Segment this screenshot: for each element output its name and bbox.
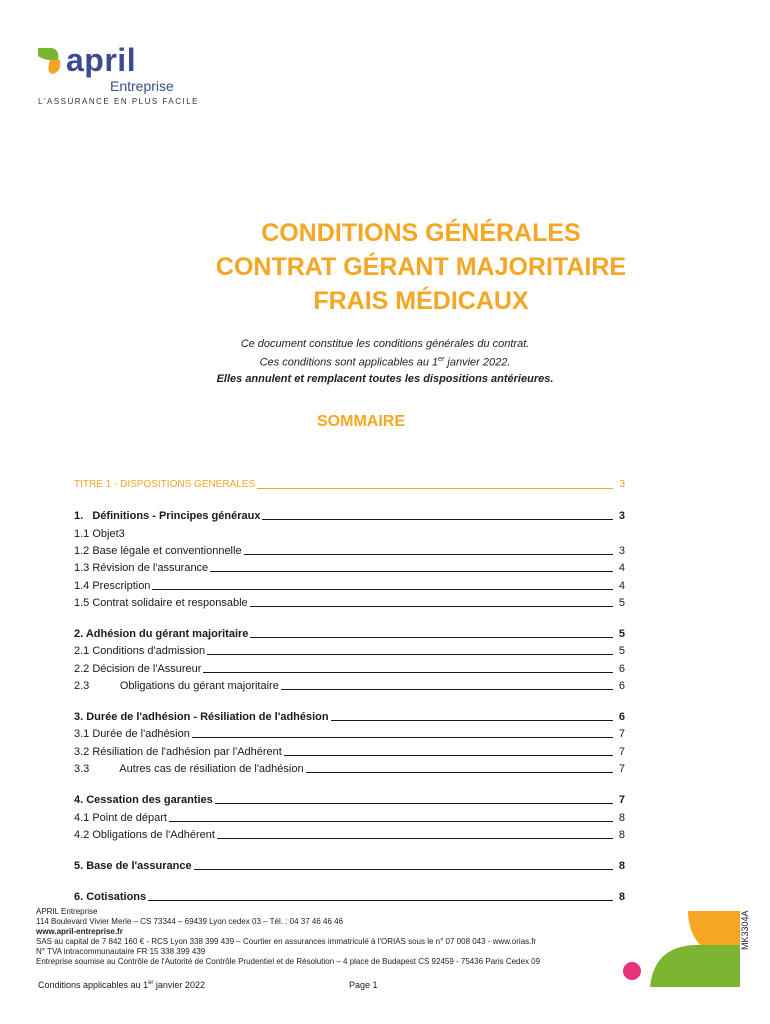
footer-control: Entreprise soumise au Contrôle de l'Autorité de Contrôle Prudentiel et de Résolution – 4 place de Budapest CS 92459 - 75436 Paris Cedex 09 (36, 957, 541, 966)
toc-label: 5. Base de l'assurance (74, 860, 192, 872)
applicable-sup: er (148, 980, 154, 986)
toc-page: 8 (618, 829, 625, 841)
applicable-after: janvier 2022 (153, 980, 205, 990)
toc-page: 6 (618, 711, 625, 723)
toc-label: 3.3 Autres cas de résiliation de l'adhésion (74, 763, 304, 775)
toc-label: 3.2 Résiliation de l'adhésion par l'Adhérent (74, 746, 282, 758)
toc-page: 3 (618, 510, 625, 522)
sommaire-heading: SOMMAIRE (317, 413, 405, 430)
document-code: MK3304A (740, 910, 750, 950)
toc-label: 1.5 Contrat solidaire et responsable (74, 597, 248, 609)
footer-address: 114 Boulevard Vivier Merle – CS 73344 – 69439 Lyon cedex 03 – Tél. : 04 37 46 46 46 (36, 917, 344, 926)
toc-page: 6 (618, 680, 625, 692)
toc-label: 1.4 Prescription (74, 580, 151, 592)
footer-tva: N° TVA intracommunautaire FR 15 338 399 439 (36, 947, 206, 956)
toc-label: 1.3 Révision de l'assurance (74, 562, 209, 574)
toc-entry-3[interactable] (74, 710, 625, 724)
toc-label: 3.1 Durée de l'adhésion (74, 728, 190, 740)
toc-label: 2. Adhésion du gérant majoritaire (74, 628, 249, 640)
decorative-green-shape (650, 945, 740, 987)
toc-entry-1-3[interactable] (74, 561, 625, 575)
toc-entry-3-2[interactable] (74, 745, 625, 759)
toc-label: 4.2 Obligations de l'Adhérent (74, 829, 215, 841)
toc-label: 4.1 Point de départ (74, 812, 167, 824)
title-line-3: FRAIS MÉDICAUX (313, 287, 529, 315)
toc-entry-2[interactable] (74, 627, 625, 641)
toc-entry-5[interactable] (74, 859, 625, 873)
decorative-shapes (620, 905, 740, 995)
intro-line-2-before: Ces conditions sont applicables au 1 (259, 356, 439, 369)
toc-page: 3 (618, 545, 625, 557)
toc-label: 4. Cessation des garanties (74, 794, 213, 806)
intro-line-3: Elles annulent et remplacent toutes les dispositions antérieures. (216, 372, 554, 385)
intro-line-2 (0, 352, 770, 371)
intro-line-2-after: janvier 2022. (444, 356, 511, 369)
toc-entry-4-2[interactable] (74, 828, 625, 842)
toc-page: 3 (619, 479, 625, 490)
intro-line-2-sup: er (438, 356, 445, 363)
title-line-1: CONDITIONS GÉNÉRALES (261, 219, 581, 247)
toc-page: 5 (618, 645, 625, 657)
intro-line-1: Ce document constitue les conditions générales du contrat. (240, 338, 530, 350)
brand-tagline: L'ASSURANCE EN PLUS FACILE (38, 97, 200, 106)
toc-page: 5 (618, 628, 625, 640)
toc-entry-2-2[interactable] (74, 662, 625, 676)
toc-entry-3-1[interactable] (74, 727, 625, 741)
intro-text (0, 336, 770, 387)
page-number: Page 1 (349, 980, 378, 990)
toc-page: 7 (618, 763, 625, 775)
toc-page: 7 (618, 746, 625, 758)
toc-entry-4[interactable] (74, 793, 625, 807)
toc-entry-1[interactable] (74, 509, 625, 523)
toc-page: 7 (618, 728, 625, 740)
toc-label: 1.2 Base légale et conventionnelle (74, 545, 242, 557)
toc-label: TITRE 1 - DISPOSITIONS GENERALES (74, 479, 256, 490)
decorative-pink-dot (623, 962, 641, 980)
toc-label: 2.1 Conditions d'admission (74, 645, 206, 657)
applicable-before: Conditions applicables au 1 (38, 980, 149, 990)
toc-label: 2.2 Décision de l'Assureur (74, 663, 202, 675)
toc-entry-titre-1[interactable] (74, 478, 625, 492)
toc-page: 4 (618, 562, 625, 574)
toc-label: 1. Définitions - Principes généraux (74, 510, 261, 522)
toc-entry-1-5[interactable] (74, 596, 625, 610)
footer-capital: SAS au capital de 7 842 160 € - RCS Lyon 338 399 439 – Courtier en assurances immatriculé à l'ORIAS sous le n° 07 008 043 - www.orias.fr (36, 937, 537, 946)
footer-company: APRIL Entreprise (36, 907, 98, 916)
toc-entry-2-3[interactable] (74, 679, 625, 693)
april-logo-mark (36, 42, 66, 76)
footer-website[interactable]: www.april-entreprise.fr (36, 927, 123, 936)
toc-entry-1-2[interactable] (74, 544, 625, 558)
toc-entry-6[interactable] (74, 890, 625, 904)
toc-entry-1-4[interactable] (74, 579, 625, 593)
toc-page: 6 (618, 663, 625, 675)
toc-label: 3. Durée de l'adhésion - Résiliation de l'adhésion (74, 711, 329, 723)
brand-name: april (66, 42, 137, 78)
toc-page: 8 (618, 891, 625, 903)
applicable-date (38, 980, 205, 990)
toc-page: 5 (618, 597, 625, 609)
toc-page: 8 (618, 860, 625, 872)
toc-page: 8 (618, 812, 625, 824)
toc-entry-4-1[interactable] (74, 811, 625, 825)
footer-legal (36, 907, 540, 967)
toc-page: 7 (618, 794, 625, 806)
toc-entry-2-1[interactable] (74, 644, 625, 658)
title-line-2: CONTRAT GÉRANT MAJORITAIRE (215, 253, 627, 281)
brand-subtitle: Entreprise (110, 78, 174, 94)
toc-label: 6. Cotisations (74, 891, 147, 903)
toc-page: 4 (618, 580, 625, 592)
toc-entry-3-3[interactable] (74, 762, 625, 776)
toc-entry-1-1[interactable] (74, 527, 625, 541)
toc-label: 1.1 Objet3 (74, 528, 125, 540)
toc-label: 2.3 Obligations du gérant majoritaire (74, 680, 279, 692)
